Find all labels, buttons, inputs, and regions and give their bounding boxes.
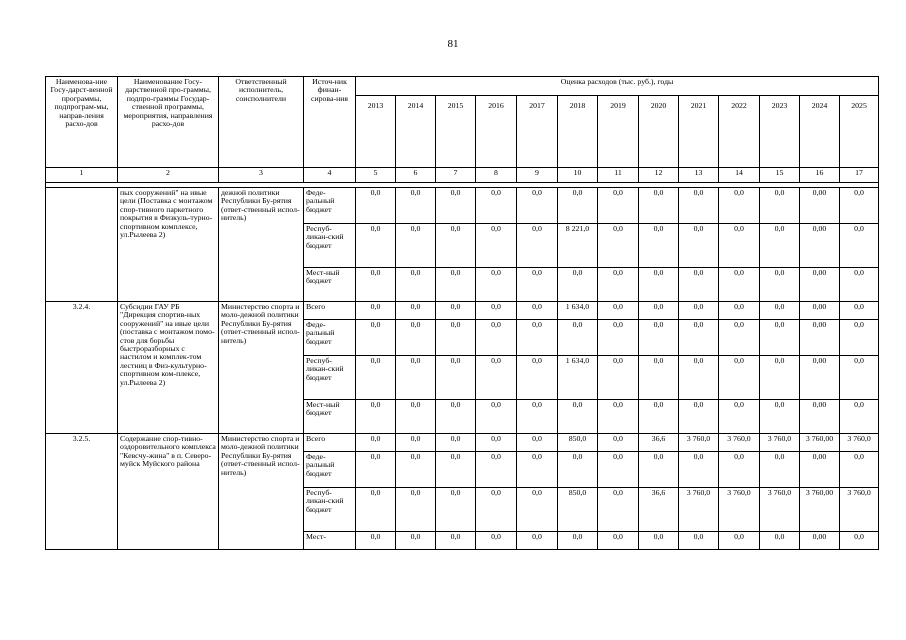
- value-cell: 0,0: [840, 532, 879, 550]
- value-cell: 0,0: [476, 434, 517, 452]
- value-cell: 0,0: [639, 400, 679, 434]
- value-cell: 850,0: [558, 434, 598, 452]
- funding-source: Респуб-ликан-ский бюджет: [304, 224, 356, 268]
- value-cell: 0,0: [679, 224, 719, 268]
- value-cell: 0,0: [760, 224, 800, 268]
- column-index-cell: 12: [639, 168, 679, 183]
- value-cell: 0,0: [760, 532, 800, 550]
- header-row: [46, 77, 879, 96]
- value-cell: 3 760,0: [719, 434, 760, 452]
- budget-table: [45, 76, 879, 550]
- value-cell: 0,0: [356, 268, 396, 302]
- value-cell: 1 634,0: [558, 356, 598, 400]
- value-cell: 0,0: [639, 356, 679, 400]
- column-index-cell: 5: [356, 168, 396, 183]
- column-index-cell: 4: [304, 168, 356, 183]
- value-cell: 0,0: [476, 356, 517, 400]
- value-cell: 0,0: [719, 188, 760, 224]
- value-cell: 0,00: [800, 268, 840, 302]
- value-cell: 0,0: [436, 320, 476, 356]
- value-cell: 0,0: [517, 268, 558, 302]
- value-cell: 0,0: [436, 224, 476, 268]
- value-cell: 0,0: [476, 532, 517, 550]
- value-cell: 0,0: [719, 302, 760, 320]
- value-cell: 0,0: [558, 400, 598, 434]
- column-index-cell: 3: [219, 168, 304, 183]
- value-cell: 0,0: [719, 320, 760, 356]
- year-header: 2020: [639, 96, 679, 168]
- value-cell: 0,0: [760, 302, 800, 320]
- value-cell: 0,0: [719, 400, 760, 434]
- value-cell: 0,00: [800, 452, 840, 488]
- value-cell: 0,0: [356, 452, 396, 488]
- value-cell: 36,6: [639, 434, 679, 452]
- value-cell: 0,0: [679, 400, 719, 434]
- value-cell: 0,00: [800, 302, 840, 320]
- year-header: 2016: [476, 96, 517, 168]
- row-code: [46, 188, 118, 302]
- value-cell: 0,0: [396, 400, 436, 434]
- year-header: 2013: [356, 96, 396, 168]
- value-cell: 0,0: [396, 320, 436, 356]
- value-cell: 0,0: [558, 532, 598, 550]
- funding-source: Феде-ральный бюджет: [304, 188, 356, 224]
- table-body: [46, 183, 879, 550]
- year-header: 2024: [800, 96, 840, 168]
- year-header: 2022: [719, 96, 760, 168]
- column-index-cell: 8: [476, 168, 517, 183]
- year-header: 2014: [396, 96, 436, 168]
- value-cell: 0,0: [840, 188, 879, 224]
- column-index-cell: 13: [679, 168, 719, 183]
- table-row: [46, 302, 879, 320]
- value-cell: 0,0: [840, 302, 879, 320]
- value-cell: 0,0: [598, 224, 639, 268]
- value-cell: 0,0: [436, 488, 476, 532]
- row-executor: Министерство спорта и моло-дежной политики Республики Бу-рятия (ответ-ственный испол-нитель): [219, 302, 304, 434]
- value-cell: 0,0: [679, 356, 719, 400]
- column-index-cell: 10: [558, 168, 598, 183]
- value-cell: 0,00: [800, 356, 840, 400]
- value-cell: 3 760,0: [679, 434, 719, 452]
- value-cell: 0,00: [800, 400, 840, 434]
- column-index-cell: 11: [598, 168, 639, 183]
- value-cell: 0,0: [719, 452, 760, 488]
- value-cell: 0,0: [436, 268, 476, 302]
- table-row: [46, 188, 879, 224]
- value-cell: 3 760,00: [800, 434, 840, 452]
- value-cell: 0,0: [356, 532, 396, 550]
- value-cell: 3 760,0: [760, 488, 800, 532]
- value-cell: 0,0: [436, 452, 476, 488]
- value-cell: 0,0: [396, 434, 436, 452]
- value-cell: 0,0: [396, 268, 436, 302]
- column-index-cell: 9: [517, 168, 558, 183]
- value-cell: 0,0: [598, 400, 639, 434]
- value-cell: 0,0: [598, 320, 639, 356]
- year-header: 2025: [840, 96, 879, 168]
- value-cell: 0,0: [598, 434, 639, 452]
- value-cell: 0,0: [476, 320, 517, 356]
- funding-source: Мест-ный бюджет: [304, 400, 356, 434]
- year-header: 2023: [760, 96, 800, 168]
- row-event: Субсидии ГАУ РБ "Дирекция спортив-ных сооружений" на ивые цели (поставка с монтажом помо-стов для борьбы быстроразборных с настилом и комплек-том лестниц в Физ-культурно-спортивном ком-плексе, ул.Рылеева 2): [118, 302, 219, 434]
- value-cell: 0,0: [639, 320, 679, 356]
- value-cell: 0,0: [436, 188, 476, 224]
- column-index-cell: 2: [118, 168, 219, 183]
- value-cell: 0,0: [476, 452, 517, 488]
- value-cell: 0,0: [598, 452, 639, 488]
- value-cell: 3 760,0: [719, 488, 760, 532]
- value-cell: 0,0: [558, 452, 598, 488]
- value-cell: 0,0: [356, 356, 396, 400]
- value-cell: 3 760,0: [840, 434, 879, 452]
- funding-source: Всего: [304, 434, 356, 452]
- value-cell: 0,0: [719, 532, 760, 550]
- value-cell: 36,6: [639, 488, 679, 532]
- column-index-cell: 16: [800, 168, 840, 183]
- value-cell: 0,0: [476, 268, 517, 302]
- value-cell: 0,0: [396, 452, 436, 488]
- value-cell: 0,0: [840, 320, 879, 356]
- value-cell: 0,0: [598, 268, 639, 302]
- year-header: 2021: [679, 96, 719, 168]
- value-cell: 0,0: [598, 488, 639, 532]
- value-cell: 0,0: [356, 400, 396, 434]
- value-cell: 0,0: [396, 302, 436, 320]
- value-cell: 0,0: [476, 188, 517, 224]
- value-cell: 0,0: [517, 320, 558, 356]
- year-header: 2019: [598, 96, 639, 168]
- value-cell: 0,0: [356, 488, 396, 532]
- value-cell: 0,0: [476, 302, 517, 320]
- value-cell: 0,0: [436, 356, 476, 400]
- value-cell: 0,0: [476, 488, 517, 532]
- funding-source: Всего: [304, 302, 356, 320]
- value-cell: 0,0: [639, 268, 679, 302]
- value-cell: 0,0: [356, 434, 396, 452]
- column-index-cell: 17: [840, 168, 879, 183]
- value-cell: 0,0: [679, 188, 719, 224]
- value-cell: 8 221,0: [558, 224, 598, 268]
- value-cell: 0,0: [356, 224, 396, 268]
- value-cell: 0,0: [356, 188, 396, 224]
- value-cell: 0,0: [476, 400, 517, 434]
- index-row: [46, 168, 879, 183]
- value-cell: 0,0: [598, 356, 639, 400]
- column-index-cell: 7: [436, 168, 476, 183]
- header-estimate: Оценка расходов (тыс. руб.), годы: [356, 77, 879, 96]
- year-header: 2017: [517, 96, 558, 168]
- value-cell: 0,0: [558, 188, 598, 224]
- value-cell: 0,0: [558, 320, 598, 356]
- value-cell: 0,0: [719, 356, 760, 400]
- value-cell: 0,0: [598, 188, 639, 224]
- value-cell: 0,0: [396, 532, 436, 550]
- value-cell: 0,0: [517, 532, 558, 550]
- value-cell: 0,0: [436, 434, 476, 452]
- value-cell: 0,0: [760, 400, 800, 434]
- value-cell: 0,0: [679, 452, 719, 488]
- value-cell: 0,00: [800, 224, 840, 268]
- row-code: 3.2.4.: [46, 302, 118, 434]
- value-cell: 0,0: [396, 188, 436, 224]
- value-cell: 0,0: [639, 532, 679, 550]
- value-cell: 3 760,00: [800, 488, 840, 532]
- funding-source: Респуб-ликан-ский бюджет: [304, 488, 356, 532]
- value-cell: 0,0: [639, 302, 679, 320]
- value-cell: 0,0: [639, 188, 679, 224]
- value-cell: 0,0: [679, 320, 719, 356]
- value-cell: 0,0: [760, 268, 800, 302]
- value-cell: 0,0: [396, 224, 436, 268]
- value-cell: 0,0: [517, 302, 558, 320]
- value-cell: 0,0: [517, 452, 558, 488]
- column-index-cell: 15: [760, 168, 800, 183]
- value-cell: 0,0: [760, 188, 800, 224]
- value-cell: 0,0: [840, 452, 879, 488]
- header-event: Наименование Госу-дарственной про-граммы, подпро-граммы Государ-ственной программы, мероприятия, направления расхо-дов: [118, 77, 219, 168]
- funding-source: Феде-ральный бюджет: [304, 452, 356, 488]
- value-cell: 3 760,0: [840, 488, 879, 532]
- row-executor: дежной политики Республики Бу-рятия (ответ-ственный испол-нитель): [219, 188, 304, 302]
- value-cell: 0,0: [436, 400, 476, 434]
- value-cell: 0,0: [396, 488, 436, 532]
- value-cell: 0,0: [436, 532, 476, 550]
- value-cell: 0,0: [840, 356, 879, 400]
- value-cell: 0,00: [800, 188, 840, 224]
- funding-source: Мест-ный бюджет: [304, 268, 356, 302]
- value-cell: 0,0: [840, 268, 879, 302]
- value-cell: 0,0: [517, 356, 558, 400]
- header-executor: Ответственный исполнитель, соисполнители: [219, 77, 304, 168]
- value-cell: 0,0: [558, 268, 598, 302]
- column-index-cell: 6: [396, 168, 436, 183]
- page-number: 81: [447, 38, 459, 50]
- value-cell: 0,0: [436, 302, 476, 320]
- row-event: пых сооружений" на ивые цели (Поставка с монтажом спор-тивного паркетного покрытия в Физкуль-турно-спортивном комплексе, ул.Рылеева 2): [118, 188, 219, 302]
- value-cell: 0,0: [679, 532, 719, 550]
- value-cell: 0,0: [760, 356, 800, 400]
- value-cell: 0,0: [719, 224, 760, 268]
- value-cell: 0,0: [598, 532, 639, 550]
- value-cell: 0,0: [517, 488, 558, 532]
- value-cell: 0,0: [760, 320, 800, 356]
- funding-source: Мест-: [304, 532, 356, 550]
- value-cell: 0,0: [719, 268, 760, 302]
- value-cell: 850,0: [558, 488, 598, 532]
- value-cell: 0,0: [517, 400, 558, 434]
- value-cell: 0,0: [517, 224, 558, 268]
- value-cell: 0,0: [517, 188, 558, 224]
- funding-source: Респуб-ликан-ский бюджет: [304, 356, 356, 400]
- value-cell: 0,0: [356, 302, 396, 320]
- value-cell: 0,0: [639, 452, 679, 488]
- value-cell: 0,00: [800, 320, 840, 356]
- year-header: 2015: [436, 96, 476, 168]
- value-cell: 0,0: [679, 268, 719, 302]
- header-source: Источ-ник финан-сирова-ния: [304, 77, 356, 168]
- column-index-cell: 1: [46, 168, 118, 183]
- header-name: Наименова-ние Госу-дарст-венной программы, подпрограм-мы, направ-ления расхо-дов: [46, 77, 118, 168]
- value-cell: 0,0: [760, 452, 800, 488]
- funding-source: Феде-ральный бюджет: [304, 320, 356, 356]
- value-cell: 0,0: [356, 320, 396, 356]
- value-cell: 0,0: [679, 302, 719, 320]
- value-cell: 0,00: [800, 532, 840, 550]
- value-cell: 3 760,0: [679, 488, 719, 532]
- column-index-cell: 14: [719, 168, 760, 183]
- value-cell: 1 634,0: [558, 302, 598, 320]
- row-code: 3.2.5.: [46, 434, 118, 550]
- value-cell: 0,0: [476, 224, 517, 268]
- year-header: 2018: [558, 96, 598, 168]
- value-cell: 0,0: [396, 356, 436, 400]
- value-cell: 0,0: [840, 224, 879, 268]
- table-row: [46, 434, 879, 452]
- value-cell: 0,0: [517, 434, 558, 452]
- row-event: Содержание спор-тивно-оздоровительного комплекса "Кевсчу-жина" в п. Северо-муйск Муйского района: [118, 434, 219, 550]
- value-cell: 0,0: [639, 224, 679, 268]
- value-cell: 3 760,0: [760, 434, 800, 452]
- row-executor: Министерство спорта и моло-дежной политики Республики Бу-рятия (ответ-ственный испол-нитель): [219, 434, 304, 550]
- value-cell: 0,0: [598, 302, 639, 320]
- value-cell: 0,0: [840, 400, 879, 434]
